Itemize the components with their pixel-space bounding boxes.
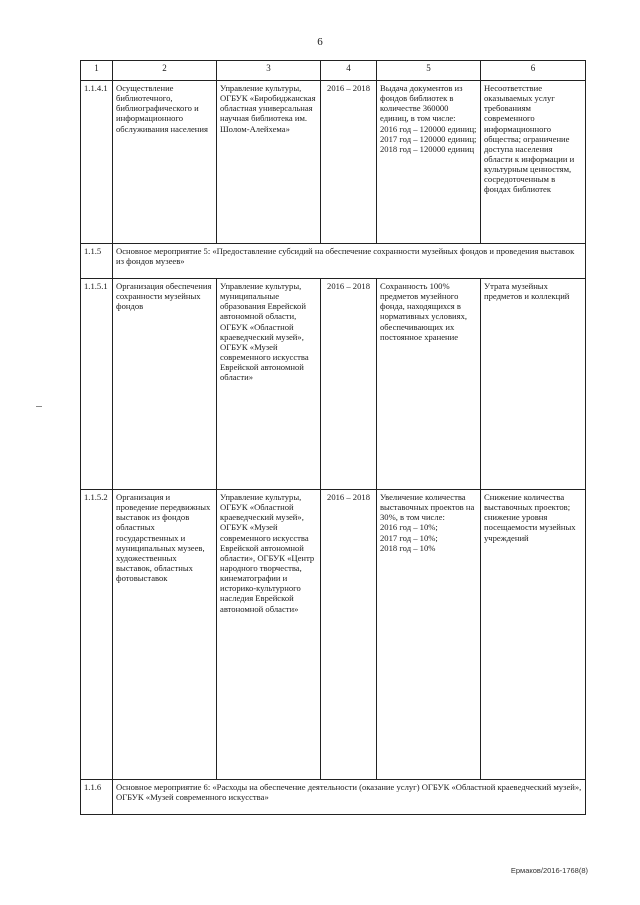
measures-table bbox=[80, 60, 586, 815]
row-number: 1.1.6 bbox=[81, 780, 113, 815]
implementation-period: 2016 – 2018 bbox=[321, 490, 377, 780]
measure-name: Осуществление библиотечного, библиографического и информационного обслуживания населения bbox=[113, 81, 217, 244]
margin-mark bbox=[36, 406, 42, 407]
column-header: 2 bbox=[113, 61, 217, 81]
table-row bbox=[81, 490, 586, 780]
implementation-period: 2016 – 2018 bbox=[321, 279, 377, 490]
non-implementation-consequence: Снижение количества выставочных проектов; снижение уровня посещаемости музейных учреждений bbox=[481, 490, 586, 780]
row-number: 1.1.5.1 bbox=[81, 279, 113, 490]
main-measure-title: Основное мероприятие 5: «Предоставление субсидий на обеспечение сохранности музейных фондов и проведения выставок из фондов музеев» bbox=[113, 244, 586, 279]
executor: Управление культуры, ОГБУК «Биробиджанская областная универсальная научная библиотека им. Шолом-Алейхема» bbox=[217, 81, 321, 244]
column-header: 6 bbox=[481, 61, 586, 81]
main-measure-row bbox=[81, 244, 586, 279]
column-header: 1 bbox=[81, 61, 113, 81]
non-implementation-consequence: Утрата музейных предметов и коллекций bbox=[481, 279, 586, 490]
row-number: 1.1.4.1 bbox=[81, 81, 113, 244]
column-header: 4 bbox=[321, 61, 377, 81]
measure-name: Организация обеспечения сохранности музейных фондов bbox=[113, 279, 217, 490]
main-measure-title: Основное мероприятие 6: «Расходы на обеспечение деятельности (оказание услуг) ОГБУК «Областной краеведческий музей», ОГБУК «Музей современного искусства» bbox=[113, 780, 586, 815]
expected-result: Сохранность 100% предметов музейного фонда, находящихся в нормативных условиях, обеспечивающих их постоянное хранение bbox=[377, 279, 481, 490]
row-number: 1.1.5 bbox=[81, 244, 113, 279]
expected-result: Выдача документов из фондов библиотек в количестве 360000 единиц, в том числе: 2016 год – 120000 единиц; 2017 год – 120000 единиц; 2018 год – 120000 единиц bbox=[377, 81, 481, 244]
expected-result: Увеличение количества выставочных проектов на 30%, в том числе: 2016 год – 10%; 2017 год – 10%; 2018 год – 10% bbox=[377, 490, 481, 780]
non-implementation-consequence: Несоответствие оказываемых услуг требованиям современного информационного общества; ограничение доступа населения области к информации и культурным ценностям, сосредоточенным в фондах библиотек bbox=[481, 81, 586, 244]
row-number: 1.1.5.2 bbox=[81, 490, 113, 780]
document-code: Ермаков/2016-1768(8) bbox=[510, 866, 588, 875]
column-header: 3 bbox=[217, 61, 321, 81]
main-measure-row bbox=[81, 780, 586, 815]
measure-name: Организация и проведение передвижных выставок из фондов областных государственных и муниципальных музеев, художественных выставок, областных фотовыставок bbox=[113, 490, 217, 780]
table-row bbox=[81, 81, 586, 244]
implementation-period: 2016 – 2018 bbox=[321, 81, 377, 244]
page-number: 6 bbox=[317, 36, 323, 48]
header-row bbox=[81, 61, 586, 81]
table-row bbox=[81, 279, 586, 490]
executor: Управление культуры, муниципальные образования Еврейской автономной области, ОГБУК «Областной краеведческий музей», ОГБУК «Музей современного искусства Еврейской автономной области» bbox=[217, 279, 321, 490]
column-header: 5 bbox=[377, 61, 481, 81]
executor: Управление культуры, ОГБУК «Областной краеведческий музей», ОГБУК «Музей современного искусства Еврейской автономной области», ОГБУК «Центр народного творчества, кинематографии и историко-культурного наследия Еврейской автономной области» bbox=[217, 490, 321, 780]
